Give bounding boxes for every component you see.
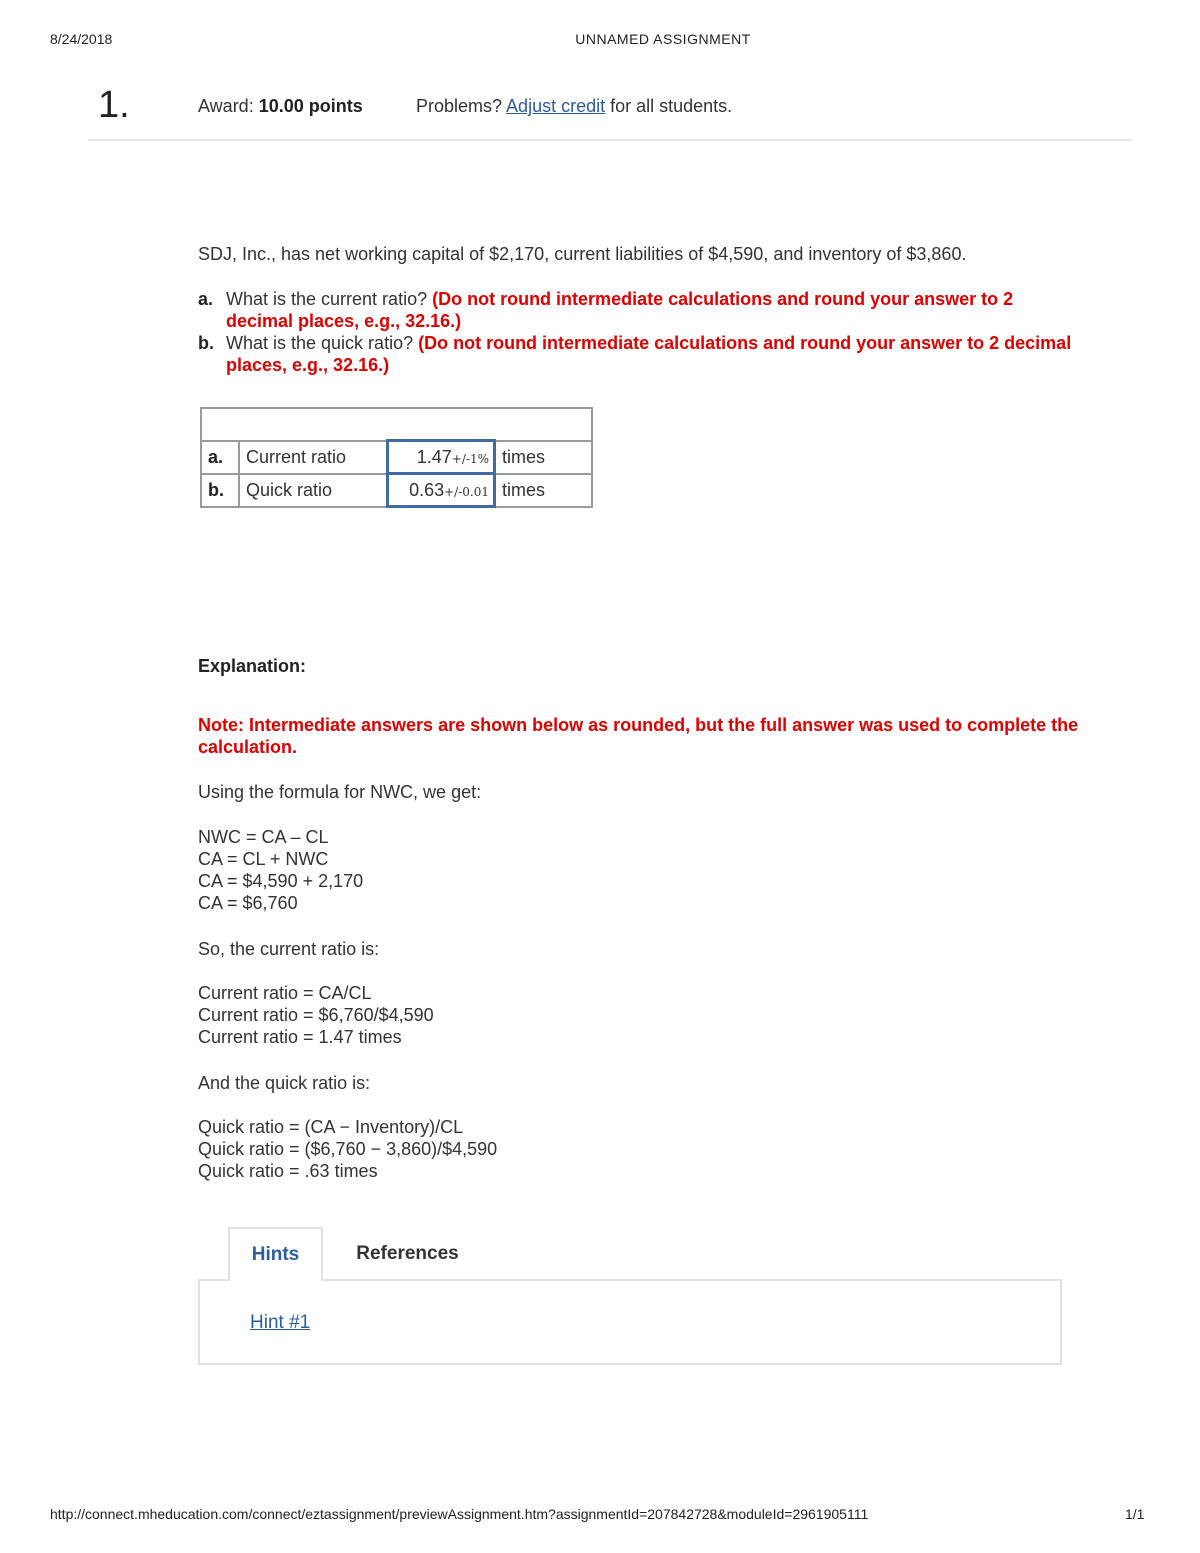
quick-ratio-answer[interactable] [388, 474, 495, 507]
part-instruction: (Do not round intermediate calculations and round your answer to 2 decimal places, e.g., 32.16.) [226, 289, 1014, 331]
formula-line: Current ratio = CA/CL [198, 983, 372, 1003]
question-parts [198, 288, 1078, 376]
row-unit: times [495, 441, 593, 474]
problems-label: Problems? [416, 96, 507, 116]
award-label: Award: [198, 96, 259, 116]
row-label: b. [201, 474, 239, 507]
answer-tolerance: +/-0.01 [444, 484, 489, 499]
formula-line: CA = $6,760 [198, 893, 298, 913]
table-header-cell [201, 408, 592, 441]
question-part-b [198, 332, 1078, 376]
table-row [201, 474, 592, 507]
tab-hints[interactable]: Hints [228, 1227, 323, 1281]
answer-table [200, 407, 593, 508]
award-info [198, 96, 363, 117]
problem-statement: SDJ, Inc., has net working capital of $2,170, current liabilities of $4,590, and inventory of $3,860. [198, 244, 967, 264]
part-label: a. [198, 289, 214, 309]
formula-line: CA = $4,590 + 2,170 [198, 871, 364, 891]
problems-info [416, 96, 732, 117]
table-row [201, 441, 592, 474]
quick-ratio-block [198, 1116, 497, 1182]
row-label: a. [201, 441, 239, 474]
formula-line: Quick ratio = (CA − Inventory)/CL [198, 1117, 464, 1137]
formula-line: Quick ratio = ($6,760 − 3,860)/$4,590 [198, 1139, 498, 1159]
row-name: Quick ratio [239, 474, 388, 507]
current-ratio-answer[interactable] [388, 441, 495, 474]
tab-references[interactable]: References [356, 1243, 459, 1264]
part-label: b. [198, 333, 214, 353]
header-divider [88, 139, 1132, 141]
answer-value: 1.47 [416, 446, 452, 467]
print-date: 8/24/2018 [50, 31, 113, 47]
question-number: 1. [98, 84, 130, 126]
quick-ratio-intro: And the quick ratio is: [198, 1073, 371, 1093]
tab-panel [198, 1279, 1062, 1365]
current-ratio-intro: So, the current ratio is: [198, 939, 380, 959]
answer-tolerance: +/-1% [451, 451, 489, 466]
explanation-note: Note: Intermediate answers are shown below as rounded, but the full answer was used to complete the calculation. [198, 715, 1079, 757]
part-question: What is the current ratio? [226, 289, 433, 309]
explanation-intro: Using the formula for NWC, we get: [198, 782, 482, 802]
table-header-row [201, 408, 592, 441]
award-points: 10.00 points [258, 96, 363, 116]
current-ratio-block [198, 982, 434, 1048]
problems-suffix: for all students. [605, 96, 733, 116]
answer-value: 0.63 [409, 479, 445, 500]
adjust-credit-link[interactable]: Adjust credit [506, 96, 606, 116]
page-number: 1/1 [1125, 1506, 1145, 1522]
row-unit: times [495, 474, 593, 507]
explanation-heading: Explanation: [198, 656, 307, 676]
assignment-title: UNNAMED ASSIGNMENT [575, 31, 751, 47]
nwc-formula-block [198, 826, 363, 914]
footer-url: http://connect.mheducation.com/connect/eztassignment/previewAssignment.htm?assignmentId=207842728&moduleId=2961905111 [50, 1506, 869, 1522]
formula-line: Current ratio = 1.47 times [198, 1027, 402, 1047]
hint-1-link[interactable]: Hint #1 [250, 1312, 311, 1333]
formula-line: Current ratio = $6,760/$4,590 [198, 1005, 434, 1025]
formula-line: NWC = CA – CL [198, 827, 329, 847]
question-part-a [198, 288, 1078, 332]
part-text [226, 288, 1078, 332]
formula-line: CA = CL + NWC [198, 849, 329, 869]
row-name: Current ratio [239, 441, 388, 474]
part-text [226, 332, 1078, 376]
formula-line: Quick ratio = .63 times [198, 1161, 378, 1181]
part-instruction: (Do not round intermediate calculations and round your answer to 2 decimal places, e.g., 32.16.) [226, 333, 1072, 375]
part-question: What is the quick ratio? [226, 333, 419, 353]
